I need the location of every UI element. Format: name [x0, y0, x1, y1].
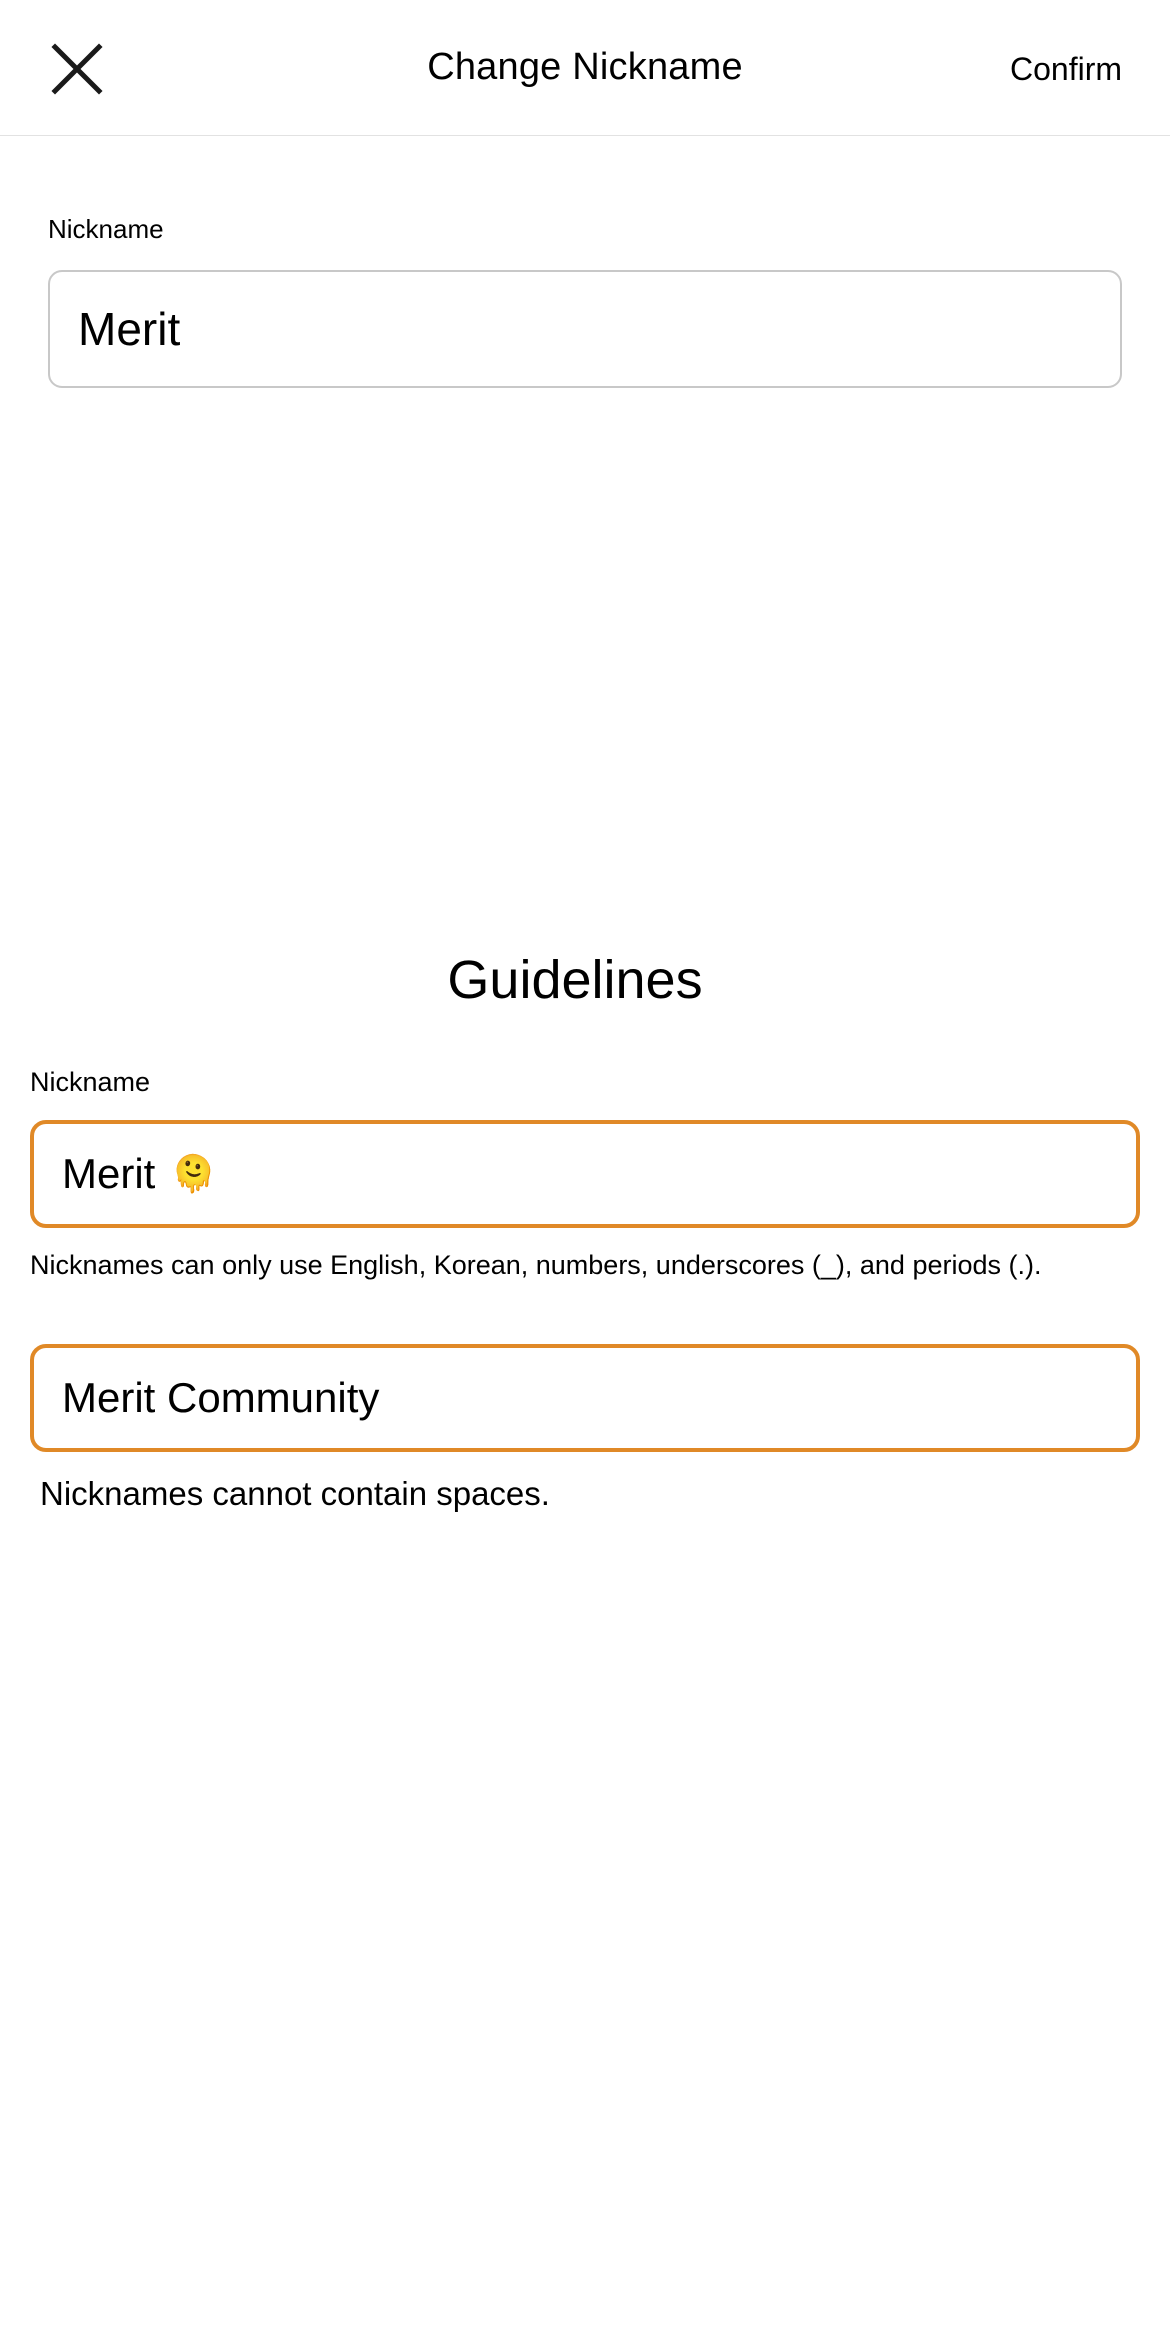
guideline-1-note: Nicknames can only use English, Korean, numbers, underscores (_), and periods (.).: [30, 1250, 1042, 1280]
guideline-1-example-box: [30, 1120, 1140, 1228]
guideline-2-example-box: [30, 1344, 1140, 1452]
guideline-1-label: Nickname: [30, 1067, 151, 1097]
top-app-bar: [0, 0, 1170, 136]
guideline-2-example-text: Merit Community: [62, 1374, 380, 1421]
melting-face-icon: 🫠: [171, 1153, 217, 1194]
confirm-button[interactable]: Confirm: [1009, 51, 1122, 87]
nickname-form: [0, 214, 1170, 388]
page-title: Change Nickname: [427, 46, 743, 88]
guidelines-section: [0, 1066, 1170, 1514]
nickname-input-value: Merit: [78, 303, 181, 355]
nickname-field-label: Nickname: [48, 214, 164, 244]
guidelines-heading: Guidelines: [447, 950, 703, 1010]
guideline-1-example-text: Merit: [62, 1150, 156, 1197]
nickname-input[interactable]: [48, 270, 1122, 388]
guideline-2-note: Nicknames cannot contain spaces.: [40, 1475, 550, 1512]
